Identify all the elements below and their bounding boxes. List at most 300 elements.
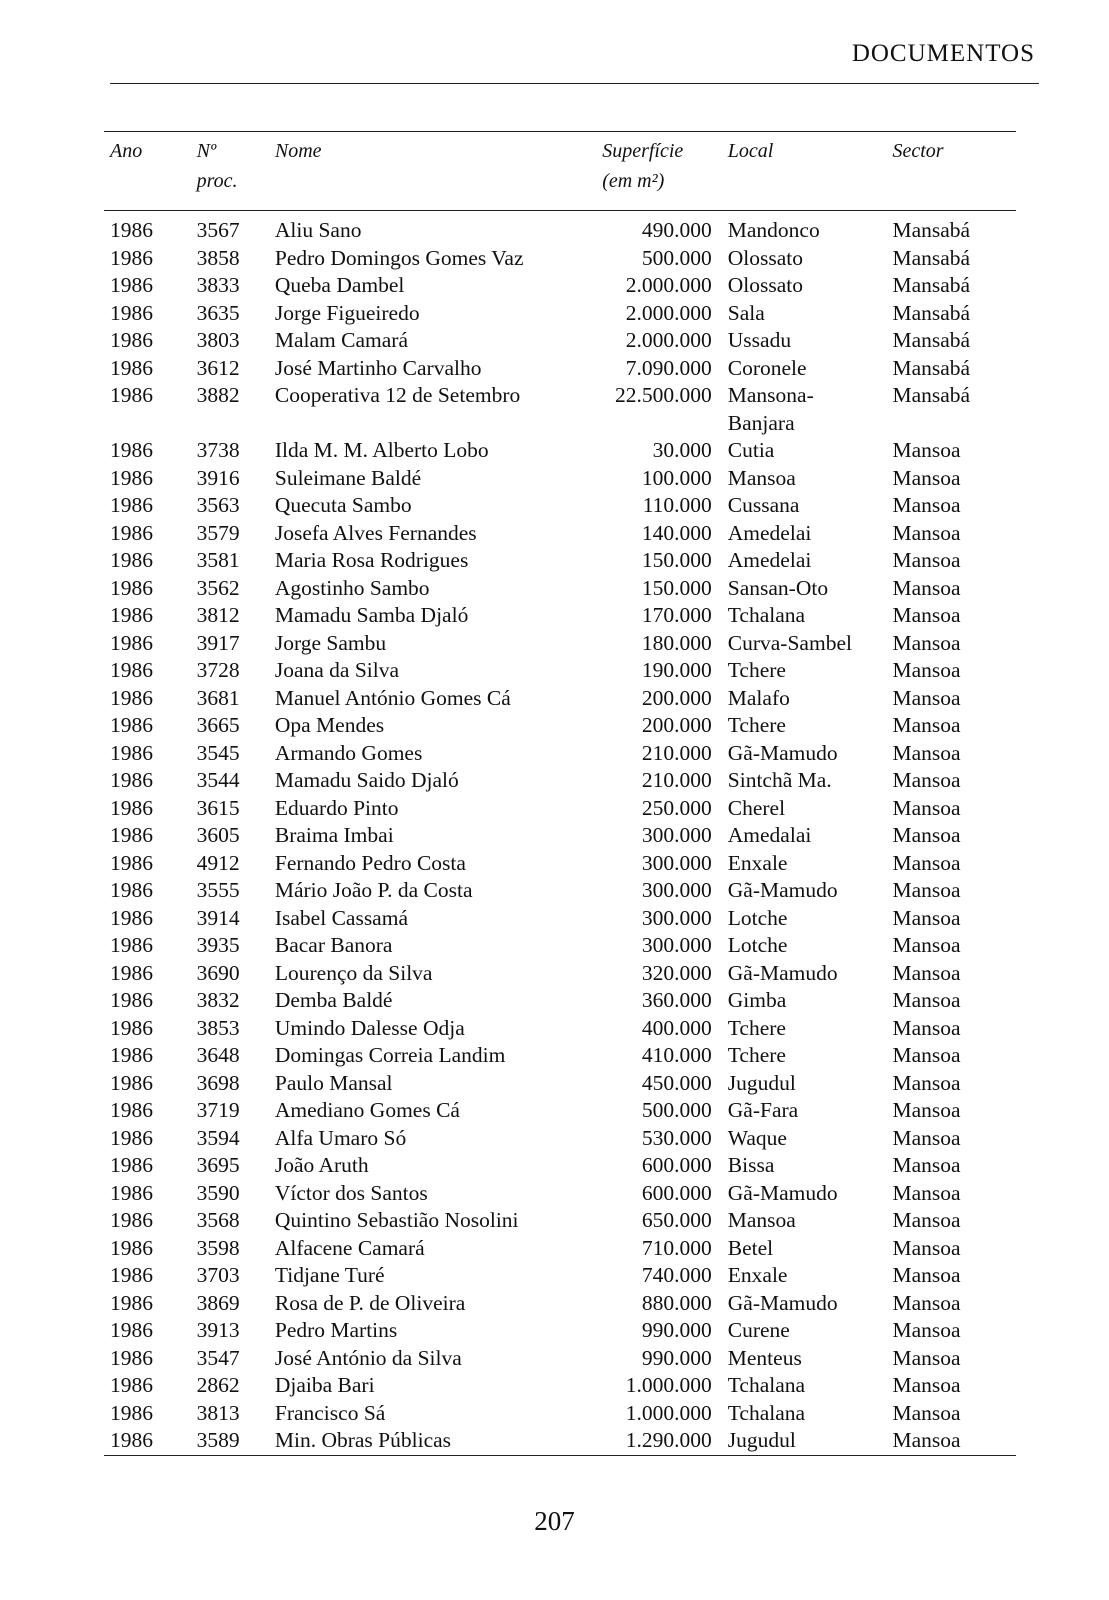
cell-sector: Mansoa — [892, 823, 961, 847]
cell-local: Jugudul — [727, 1428, 796, 1452]
cell-ano: 1986 — [110, 768, 153, 792]
cell-nome: Víctor dos Santos — [274, 1180, 428, 1205]
cell-superficie: 150.000 — [641, 575, 712, 600]
cell-proc: 3544 — [196, 768, 240, 792]
cell-local: Menteus — [727, 1345, 802, 1370]
cell-nome: Tidjane Turé — [274, 1263, 385, 1287]
cell-sector: Mansoa — [892, 768, 961, 792]
cell-superficie: 500.000 — [641, 1098, 712, 1122]
table-row — [104, 1097, 1016, 1125]
cell-nome: Alfacene Camará — [274, 1235, 425, 1260]
cell-sector: Mansoa — [892, 685, 961, 710]
table-row — [104, 1042, 1016, 1070]
table-row — [104, 767, 1016, 795]
cell-superficie: 300.000 — [641, 933, 712, 957]
table-row — [104, 602, 1016, 630]
table-row — [104, 932, 1016, 960]
cell-local: Gã-Mamudo — [727, 1290, 838, 1315]
cell-ano: 1986 — [110, 988, 153, 1012]
table-row — [104, 465, 1016, 493]
cell-sector: Mansoa — [892, 1263, 961, 1287]
cell-proc: 3665 — [196, 713, 240, 737]
cell-nome: José António da Silva — [274, 1345, 462, 1370]
cell-ano: 1986 — [110, 1070, 153, 1095]
cell-ano: 1986 — [110, 300, 153, 325]
cell-proc: 3869 — [196, 1290, 240, 1315]
cell-proc: 3833 — [196, 273, 240, 297]
cell-proc: 3635 — [196, 300, 240, 325]
cell-superficie: 150.000 — [641, 548, 712, 572]
cell-superficie: 2.000.000 — [625, 273, 712, 297]
cell-nome: José Martinho Carvalho — [274, 355, 482, 380]
cell-proc: 3589 — [196, 1428, 240, 1452]
cell-superficie: 2.000.000 — [625, 328, 712, 352]
cell-sector: Mansoa — [892, 960, 961, 985]
running-head: DOCUMENTOS — [851, 40, 1035, 67]
cell-ano: 1986 — [110, 383, 153, 407]
cell-superficie: 990.000 — [641, 1318, 712, 1342]
cell-ano: 1986 — [110, 933, 153, 957]
cell-superficie: 210.000 — [641, 740, 712, 765]
cell-nome: Malam Camará — [274, 328, 408, 352]
cell-sector: Mansoa — [892, 1180, 961, 1205]
cell-local: Coronele — [727, 355, 807, 380]
cell-local: Mansoa — [727, 1208, 796, 1232]
cell-sector: Mansoa — [892, 1290, 961, 1315]
cell-proc — [197, 410, 275, 438]
cell-sector — [892, 410, 1016, 438]
cell-nome: Francisco Sá — [274, 1400, 386, 1425]
cell-nome — [275, 410, 602, 438]
cell-ano: 1986 — [110, 548, 153, 572]
cell-proc: 3568 — [196, 1208, 240, 1232]
cell-local: Amedelai — [727, 520, 812, 545]
cell-sector: Mansabá — [892, 328, 971, 352]
cell-proc: 3567 — [196, 218, 240, 242]
cell-superficie: 110.000 — [642, 493, 712, 517]
cell-sector: Mansoa — [892, 1428, 961, 1452]
cell-nome: Mário João P. da Costa — [274, 878, 473, 902]
cell-ano: 1986 — [110, 520, 153, 545]
column-header-proc-line2: proc. — [196, 170, 238, 192]
cell-sector: Mansoa — [892, 630, 961, 655]
cell-local: Malafo — [727, 685, 790, 710]
table-row — [104, 877, 1016, 905]
cell-nome: João Aruth — [274, 1153, 369, 1177]
cell-nome: Queba Dambel — [274, 273, 405, 297]
cell-sector: Mansoa — [892, 1318, 961, 1342]
cell-proc: 3555 — [196, 878, 240, 902]
cell-proc: 3914 — [196, 905, 240, 930]
cell-ano: 1986 — [110, 493, 153, 517]
cell-superficie: 500.000 — [641, 245, 712, 270]
table-row — [104, 1290, 1016, 1318]
cell-sector: Mansoa — [892, 713, 961, 737]
cell-superficie: 320.000 — [641, 960, 712, 985]
cell-nome: Isabel Cassamá — [274, 905, 408, 930]
cell-superficie: 600.000 — [641, 1180, 712, 1205]
cell-nome: Domingas Correia Landim — [274, 1043, 506, 1067]
cell-proc: 3913 — [196, 1318, 240, 1342]
cell-ano: 1986 — [110, 438, 153, 462]
table-row — [104, 520, 1016, 548]
cell-superficie: 450.000 — [641, 1070, 712, 1095]
table-row — [104, 1427, 1016, 1455]
cell-local: Gã-Mamudo — [727, 740, 838, 765]
cell-sector: Mansoa — [892, 575, 961, 600]
table-row — [104, 355, 1016, 383]
cell-superficie: 190.000 — [641, 658, 712, 682]
cell-sector: Mansoa — [892, 1345, 961, 1370]
table-row — [104, 685, 1016, 713]
cell-superficie: 200.000 — [641, 685, 712, 710]
cell-ano: 1986 — [110, 685, 153, 710]
cell-local: Olossato — [727, 245, 804, 270]
table-row — [104, 547, 1016, 575]
cell-ano: 1986 — [110, 1153, 153, 1177]
cell-superficie: 170.000 — [641, 603, 712, 627]
table-row — [104, 327, 1016, 355]
cell-superficie: 400.000 — [641, 1015, 712, 1040]
cell-nome: Aliu Sano — [274, 218, 362, 242]
cell-sector: Mansoa — [892, 740, 961, 765]
cell-proc: 3545 — [196, 740, 240, 765]
table-row — [104, 1070, 1016, 1098]
table-row — [104, 822, 1016, 850]
cell-superficie: 300.000 — [641, 850, 712, 875]
table-row — [104, 657, 1016, 685]
table-row — [104, 905, 1016, 933]
cell-proc: 3695 — [196, 1153, 240, 1177]
cell-proc: 4912 — [196, 850, 240, 875]
cell-ano: 1986 — [110, 878, 153, 902]
cell-ano: 1986 — [110, 1180, 153, 1205]
table-body — [104, 211, 1016, 1456]
cell-sector: Mansabá — [892, 218, 971, 242]
cell-local: Bissa — [727, 1153, 775, 1177]
cell-sector: Mansoa — [892, 988, 961, 1012]
cell-proc: 3803 — [196, 328, 240, 352]
cell-ano: 1986 — [110, 630, 153, 655]
table-row — [104, 1317, 1016, 1345]
cell-sector: Mansoa — [892, 520, 961, 545]
cell-sector: Mansoa — [892, 493, 961, 517]
cell-nome: Fernando Pedro Costa — [274, 850, 466, 875]
cell-nome: Ilda M. M. Alberto Lobo — [274, 438, 489, 462]
cell-superficie: 1.290.000 — [625, 1428, 712, 1452]
cell-superficie: 200.000 — [641, 713, 712, 737]
column-header-superficie-line2: (em m²) — [602, 170, 665, 192]
cell-local: Sansan-Oto — [727, 575, 829, 600]
cell-sector: Mansabá — [892, 355, 971, 380]
cell-local: Lotche — [727, 933, 788, 957]
cell-nome: Alfa Umaro Só — [274, 1125, 407, 1150]
cell-sector: Mansoa — [892, 1373, 961, 1397]
cell-superficie — [602, 410, 728, 438]
cell-sector: Mansabá — [892, 383, 971, 407]
table-row — [104, 1235, 1016, 1263]
cell-local: Ussadu — [727, 328, 792, 352]
cell-ano: 1986 — [110, 1373, 153, 1397]
cell-local: Banjara — [727, 410, 795, 435]
table-row — [104, 630, 1016, 658]
cell-local: Sintchã Ma. — [727, 768, 832, 792]
cell-ano: 1986 — [110, 1235, 153, 1260]
table-row — [104, 382, 1016, 410]
cell-nome: Cooperativa 12 de Setembro — [274, 383, 521, 407]
cell-local: Waque — [727, 1125, 787, 1150]
table-row — [104, 1345, 1016, 1373]
cell-superficie: 740.000 — [641, 1263, 712, 1287]
table-header-row — [104, 132, 1016, 211]
cell-sector: Mansoa — [892, 465, 961, 490]
cell-local: Gã-Fara — [727, 1098, 799, 1122]
column-header-superficie — [602, 132, 728, 211]
cell-ano: 1986 — [110, 1098, 153, 1122]
cell-ano: 1986 — [110, 603, 153, 627]
cell-sector: Mansoa — [892, 603, 961, 627]
cell-ano: 1986 — [110, 1043, 153, 1067]
cell-nome: Quintino Sebastião Nosolini — [274, 1208, 519, 1232]
cell-ano: 1986 — [110, 740, 153, 765]
table-row — [104, 740, 1016, 768]
cell-nome: Bacar Banora — [274, 933, 393, 957]
cell-local: Sala — [727, 300, 765, 325]
cell-local: Enxale — [727, 1263, 788, 1287]
cell-sector: Mansoa — [892, 1043, 961, 1067]
column-header-local: Local — [727, 140, 774, 162]
cell-local: Betel — [727, 1235, 774, 1260]
cell-nome: Josefa Alves Fernandes — [274, 520, 477, 545]
cell-superficie: 100.000 — [641, 465, 712, 490]
table-row — [104, 987, 1016, 1015]
cell-local: Tchere — [727, 713, 786, 737]
cell-ano: 1986 — [110, 960, 153, 985]
cell-ano: 1986 — [110, 1015, 153, 1040]
cell-sector: Mansoa — [892, 1098, 961, 1122]
cell-local: Tchere — [727, 1015, 786, 1040]
cell-proc: 3681 — [196, 685, 240, 710]
cell-ano — [104, 410, 197, 438]
cell-superficie: 360.000 — [641, 988, 712, 1012]
cell-proc: 3832 — [196, 988, 240, 1012]
table-row — [104, 211, 1016, 245]
cell-superficie: 410.000 — [641, 1043, 712, 1067]
table-row — [104, 1207, 1016, 1235]
cell-proc: 3858 — [196, 245, 240, 270]
cell-nome: Mamadu Samba Djaló — [274, 603, 469, 627]
cell-local: Mansoa — [727, 465, 796, 490]
cell-local: Tchalana — [727, 603, 806, 627]
table-row — [104, 272, 1016, 300]
cell-local: Gimba — [727, 988, 787, 1012]
cell-superficie: 2.000.000 — [625, 300, 712, 325]
column-header-proc-line1: Nº — [196, 140, 217, 162]
cell-sector: Mansabá — [892, 300, 971, 325]
table-header — [104, 132, 1016, 211]
cell-local: Cutia — [727, 438, 775, 462]
table-row — [104, 1372, 1016, 1400]
cell-ano: 1986 — [110, 218, 153, 242]
cell-superficie: 22.500.000 — [615, 383, 712, 407]
cell-ano: 1986 — [110, 328, 153, 352]
cell-proc: 3562 — [196, 575, 240, 600]
cell-nome: Mamadu Saido Djaló — [274, 768, 459, 792]
cell-superficie: 250.000 — [641, 795, 712, 820]
cell-superficie: 180.000 — [641, 630, 712, 655]
cell-nome: Pedro Martins — [274, 1318, 398, 1342]
cell-ano: 1986 — [110, 1400, 153, 1425]
cell-local: Tchalana — [727, 1373, 806, 1397]
cell-nome: Min. Obras Públicas — [274, 1428, 452, 1452]
cell-ano: 1986 — [110, 1428, 153, 1452]
cell-sector: Mansoa — [892, 905, 961, 930]
cell-proc: 3605 — [196, 823, 240, 847]
cell-local: Gã-Mamudo — [727, 1180, 838, 1205]
table-row — [104, 1015, 1016, 1043]
cell-sector: Mansoa — [892, 1125, 961, 1150]
cell-nome: Lourenço da Silva — [274, 960, 433, 985]
table-row — [104, 850, 1016, 878]
cell-proc: 3648 — [196, 1043, 240, 1067]
cell-nome: Umindo Dalesse Odja — [274, 1015, 465, 1040]
cell-proc: 3547 — [196, 1345, 240, 1370]
cell-sector: Mansoa — [892, 878, 961, 902]
cell-superficie: 300.000 — [641, 905, 712, 930]
cell-local: Amedelai — [727, 548, 812, 572]
cell-proc: 3590 — [196, 1180, 240, 1205]
cell-sector: Mansoa — [892, 548, 961, 572]
column-header-superficie-line1: Superfície — [602, 140, 684, 162]
cell-ano: 1986 — [110, 658, 153, 682]
table-row — [104, 1152, 1016, 1180]
cell-superficie: 1.000.000 — [625, 1373, 712, 1397]
cell-proc: 3579 — [196, 520, 240, 545]
cell-superficie: 710.000 — [641, 1235, 712, 1260]
cell-proc: 3719 — [196, 1098, 240, 1122]
cell-sector: Mansabá — [892, 273, 971, 297]
cell-proc: 3813 — [196, 1400, 240, 1425]
table-row — [104, 245, 1016, 273]
cell-local: Curene — [727, 1318, 790, 1342]
cell-nome: Rosa de P. de Oliveira — [274, 1290, 466, 1315]
cell-superficie: 300.000 — [641, 878, 712, 902]
cell-nome: Eduardo Pinto — [274, 795, 399, 820]
cell-local: Tchere — [727, 1043, 786, 1067]
table-row — [104, 1125, 1016, 1153]
cell-superficie: 30.000 — [652, 438, 712, 462]
land-concessions-table-container — [104, 131, 1016, 1456]
cell-ano: 1986 — [110, 850, 153, 875]
cell-superficie: 880.000 — [641, 1290, 712, 1315]
cell-superficie: 600.000 — [641, 1153, 712, 1177]
cell-proc: 3812 — [196, 603, 240, 627]
cell-sector: Mansoa — [892, 795, 961, 820]
cell-ano: 1986 — [110, 1345, 153, 1370]
cell-sector: Mansoa — [892, 1400, 961, 1425]
cell-proc: 2862 — [196, 1373, 240, 1397]
cell-sector: Mansoa — [892, 658, 961, 682]
cell-local: Olossato — [727, 273, 804, 297]
cell-proc: 3882 — [196, 383, 240, 407]
table-row — [104, 492, 1016, 520]
cell-superficie: 490.000 — [641, 218, 712, 242]
cell-ano: 1986 — [110, 1125, 153, 1150]
land-concessions-table — [104, 131, 1016, 1456]
table-row — [104, 437, 1016, 465]
cell-nome: Manuel António Gomes Cá — [274, 685, 511, 710]
table-row — [104, 1180, 1016, 1208]
page-number: 207 — [534, 1506, 575, 1536]
cell-nome: Paulo Mansal — [274, 1070, 393, 1095]
cell-nome: Amediano Gomes Cá — [274, 1098, 460, 1122]
cell-proc: 3738 — [196, 438, 240, 462]
cell-local: Gã-Mamudo — [727, 878, 838, 902]
cell-nome: Demba Baldé — [274, 988, 393, 1012]
cell-nome: Armando Gomes — [274, 740, 423, 765]
cell-superficie: 7.090.000 — [625, 355, 712, 380]
cell-ano: 1986 — [110, 1290, 153, 1315]
cell-local: Jugudul — [727, 1070, 796, 1095]
cell-nome: Opa Mendes — [274, 713, 385, 737]
cell-nome: Quecuta Sambo — [274, 493, 412, 517]
column-header-ano: Ano — [110, 140, 143, 162]
cell-sector: Mansoa — [892, 1235, 961, 1260]
table-row — [104, 1262, 1016, 1290]
cell-nome: Braima Imbai — [274, 823, 394, 847]
table-row — [104, 960, 1016, 988]
table-row — [104, 1400, 1016, 1428]
cell-ano: 1986 — [110, 905, 153, 930]
cell-sector: Mansoa — [892, 850, 961, 875]
cell-nome: Jorge Figueiredo — [274, 300, 420, 325]
cell-proc: 3853 — [196, 1015, 240, 1040]
table-row — [104, 575, 1016, 603]
column-header-nome: Nome — [274, 140, 322, 162]
cell-proc: 3690 — [196, 960, 240, 985]
cell-nome: Pedro Domingos Gomes Vaz — [274, 245, 524, 270]
cell-superficie: 990.000 — [641, 1345, 712, 1370]
cell-ano: 1986 — [110, 465, 153, 490]
cell-superficie: 210.000 — [641, 768, 712, 792]
cell-proc: 3612 — [196, 355, 240, 380]
cell-ano: 1986 — [110, 245, 153, 270]
column-header-proc — [197, 132, 275, 211]
cell-proc: 3935 — [196, 933, 240, 957]
cell-superficie: 300.000 — [641, 823, 712, 847]
cell-ano: 1986 — [110, 713, 153, 737]
cell-nome: Djaiba Bari — [274, 1373, 375, 1397]
cell-local: Tchere — [727, 658, 786, 682]
cell-ano: 1986 — [110, 823, 153, 847]
cell-sector: Mansoa — [892, 1153, 961, 1177]
table-row — [104, 300, 1016, 328]
cell-proc: 3698 — [196, 1070, 240, 1095]
cell-superficie: 1.000.000 — [625, 1400, 712, 1425]
cell-superficie: 140.000 — [641, 520, 712, 545]
cell-local: Enxale — [727, 850, 788, 875]
cell-proc: 3916 — [196, 465, 240, 490]
cell-ano: 1986 — [110, 1263, 153, 1287]
cell-sector: Mansoa — [892, 1208, 961, 1232]
cell-local: Amedalai — [727, 823, 812, 847]
cell-ano: 1986 — [110, 575, 153, 600]
cell-proc: 3598 — [196, 1235, 240, 1260]
cell-proc: 3594 — [196, 1125, 240, 1150]
cell-ano: 1986 — [110, 1208, 153, 1232]
cell-sector: Mansabá — [892, 245, 971, 270]
cell-ano: 1986 — [110, 795, 153, 820]
